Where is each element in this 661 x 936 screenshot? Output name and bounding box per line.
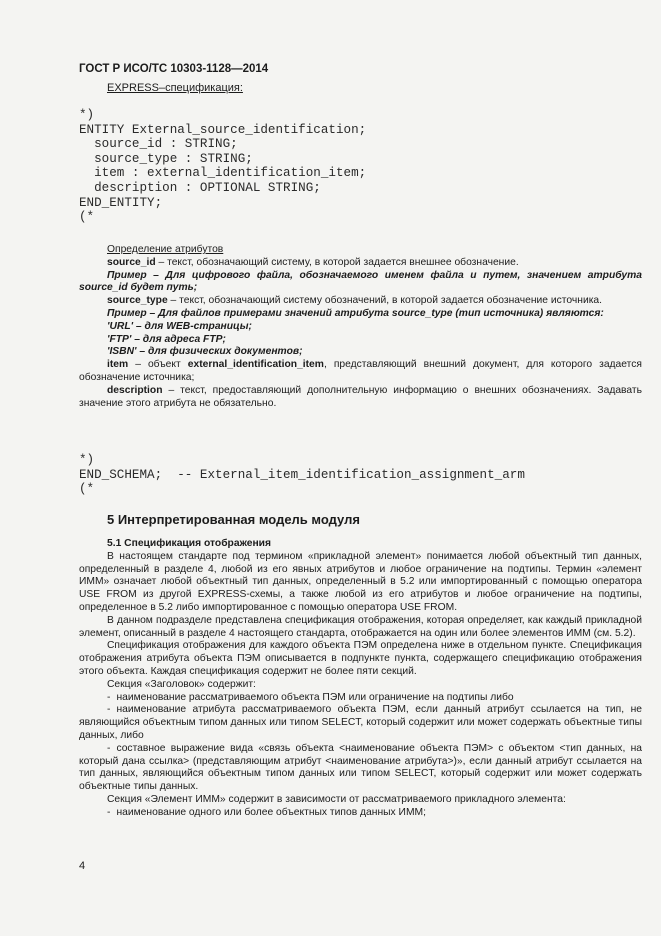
list-item: - составное выражение вида «связь объекта <наименование объекта ПЭМ> с объектом <тип данных, на который дана ссылка> (представляющим атрибут <наименование атрибута>)», если данный атрибут ссылается на тип данных, являющийся объектным типом данных или типом SELECT, который содержит или может содержать объектные типы данных. [79, 742, 642, 793]
list-item: - наименование рассматриваемого объекта ПЭМ или ограничение на подтипы либо [107, 691, 514, 703]
subsection-title: 5.1 Спецификация отображения [107, 538, 272, 549]
attr-term: source_type [107, 295, 168, 307]
page-number: 4 [79, 860, 86, 872]
bullet-mark: - [107, 691, 111, 703]
paragraph: В данном подразделе представлена спецификация отображения, которая определяет, как каждый прикладной элемент, описанный в разделе 4 настоящего стандарта, отображается на один или более элементов ИММ (см. 5.2). [79, 614, 642, 639]
paragraph: Секция «Элемент ИММ» содержит в зависимости от рассматриваемого прикладного элемента: [107, 793, 566, 805]
example-ftp: 'FTP' – для адреса FTP; [107, 333, 226, 345]
example-isbn: 'ISBN' – для физических документов; [107, 346, 303, 358]
express-spec-title: EXPRESS–спецификация: [107, 82, 243, 94]
attr-ref: external_identification_item [187, 359, 324, 371]
express-code-entity: *) ENTITY External_source_identification; source_id : STRING; source_type : STRING; item : external_identification_item; description : OPTIONAL STRING; END_ENTITY; (* [79, 108, 367, 225]
example-source-id: Пример – Для цифрового файла, обозначаемого именем файла и путем, значением атрибута source_id будет путь; [79, 269, 642, 294]
paragraph: В настоящем стандарте под термином «прикладной элемент» понимается любой объектный тип данных, определенный в разделе 4, любой из его явных атрибутов и любое ограничение на подтипы. Термин «элемент ИММ» означает любой объектный тип данных, определенный в 5.2 или импортированный с помощью оператора USE FROM из другой EXPRESS-схемы, а также любой из его атрибутов и любое ограничение на подтипы, определенное в 5.2 либо импортированное с помощью оператора USE FROM. [79, 550, 642, 613]
bullet-mark: - [107, 806, 111, 818]
attr-term: source_id [107, 256, 156, 268]
section-body [79, 538, 642, 820]
list-item: - наименование одного или более объектных типов данных ИММ; [107, 806, 426, 818]
document-header: ГОСТ Р ИСО/ТС 10303-1128—2014 [79, 63, 269, 75]
attr-term: description [107, 384, 163, 396]
attribute-definitions [79, 244, 642, 410]
paragraph: Спецификация отображения для каждого объекта ПЭМ определена ниже в отдельном пункте. Спецификация отображения атрибута объекта ПЭМ описывается в подпункте пункта, содержащего спецификацию отображения этого объекта. Каждая спецификация содержит не более пяти секций. [79, 640, 642, 677]
bullet-mark: - [107, 704, 111, 716]
attr-source-id: source_id – текст, обозначающий систему, в которой задается внешнее обозначение. [107, 256, 519, 268]
example-source-type: Пример – Для файлов примерами значений атрибута source_type (тип источника) являются: [107, 307, 604, 319]
attributes-title: Определение атрибутов [107, 244, 224, 255]
example-url: 'URL' – для WEB-страницы; [107, 320, 252, 332]
attr-source-type: source_type – текст, обозначающий систему обозначений, в которой задается обозначение источника. [107, 295, 603, 307]
bullet-mark: - [107, 742, 111, 754]
attr-description: description – текст, предоставляющий дополнительную информацию о внешних обозначениях. Задавать значение этого атрибута не обязательно. [79, 384, 642, 409]
attr-term: item [107, 359, 129, 371]
express-code-end-schema: *) END_SCHEMA; -- External_item_identification_assignment_arm (* [79, 453, 525, 497]
attr-item: item – объект external_identification_item, представляющий внешний документ, для которого задается обозначение источника; [79, 359, 642, 383]
section-title: 5 Интерпретированная модель модуля [107, 512, 360, 527]
paragraph: Секция «Заголовок» содержит: [107, 678, 256, 690]
list-item: - наименование атрибута рассматриваемого объекта ПЭМ, если данный атрибут ссылается на тип, не являющийся объектным типом данных или типом SELECT, который содержит или может содержать объектные типы данных, либо [79, 704, 642, 741]
